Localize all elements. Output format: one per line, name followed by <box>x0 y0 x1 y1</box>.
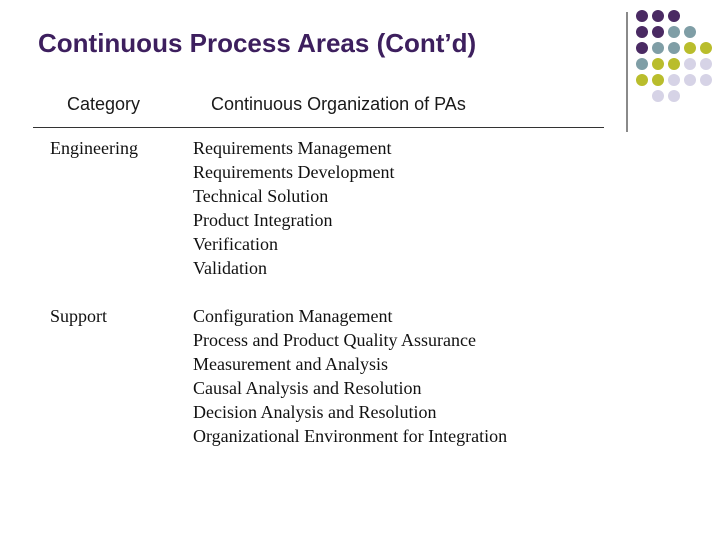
decorative-dot <box>652 10 664 22</box>
header-rule <box>33 127 604 128</box>
list-item: Requirements Management <box>193 138 392 158</box>
list-item: Verification <box>193 234 278 254</box>
decorative-dot <box>636 26 648 38</box>
decorative-dot <box>668 10 680 22</box>
decorative-dot <box>700 26 712 38</box>
column-header-pas: Continuous Organization of PAs <box>211 94 466 114</box>
decorative-dot <box>684 74 696 86</box>
list-item: Configuration Management <box>193 306 393 326</box>
list-item: Validation <box>193 258 267 278</box>
decorative-dot <box>700 42 712 54</box>
decorative-dot <box>668 42 680 54</box>
list-item: Technical Solution <box>193 186 329 206</box>
decorative-dot <box>636 58 648 70</box>
decorative-dot <box>652 58 664 70</box>
list-item: Process and Product Quality Assurance <box>193 330 476 350</box>
decorative-dot <box>684 58 696 70</box>
list-item: Causal Analysis and Resolution <box>193 378 422 398</box>
list-item: Requirements Development <box>193 162 395 182</box>
list-item: Product Integration <box>193 210 333 230</box>
decorative-dot <box>700 90 712 102</box>
decorative-dot <box>684 90 696 102</box>
decorative-dot <box>700 10 712 22</box>
decorative-dot <box>636 90 648 102</box>
decorative-dot <box>652 42 664 54</box>
decorative-dot <box>684 10 696 22</box>
decorative-dot <box>668 26 680 38</box>
slide-title: Continuous Process Areas (Cont’d) <box>38 28 477 58</box>
category-engineering: Engineering <box>50 138 138 158</box>
decorative-dot <box>636 10 648 22</box>
decorative-divider <box>626 12 628 132</box>
category-support: Support <box>50 306 108 326</box>
list-item: Measurement and Analysis <box>193 354 388 374</box>
decorative-dot <box>636 74 648 86</box>
decorative-dot <box>652 26 664 38</box>
list-item: Organizational Environment for Integration <box>193 426 508 446</box>
decorative-dot <box>668 58 680 70</box>
decorative-dot <box>684 26 696 38</box>
decorative-dot <box>668 90 680 102</box>
decorative-dot <box>652 74 664 86</box>
support-pa-list <box>193 304 507 448</box>
decorative-dot <box>636 42 648 54</box>
decorative-dot <box>668 74 680 86</box>
list-item: Decision Analysis and Resolution <box>193 402 437 422</box>
decorative-dot <box>700 74 712 86</box>
decorative-dot <box>684 42 696 54</box>
decorative-dot <box>700 58 712 70</box>
decorative-dot-grid <box>636 10 716 106</box>
engineering-pa-list <box>193 136 394 280</box>
decorative-dot <box>652 90 664 102</box>
column-header-category: Category <box>67 94 141 114</box>
